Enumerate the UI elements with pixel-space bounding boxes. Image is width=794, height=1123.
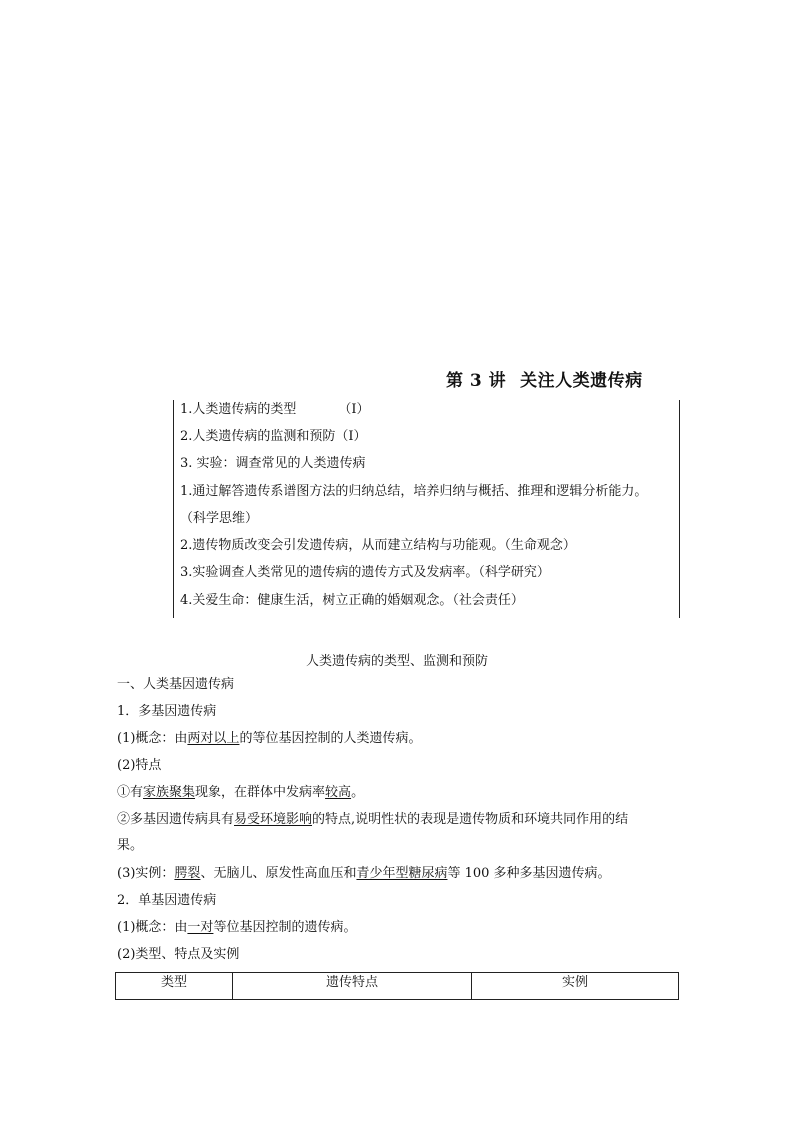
polygenic-examples: (3)实例：腭裂、无脑儿、原发性高血压和青少年型糖尿病等 100 多种多基因遗传病。	[117, 866, 611, 881]
table-header-row	[116, 973, 679, 1000]
polygenic-feature-1: ①有家族聚集现象，在群体中发病率较高。	[117, 785, 365, 800]
literacy-2: 2.遗传物质改变会引发遗传病，从而建立结构与功能观。（生命观念）	[180, 538, 576, 553]
polygenic-feature-2: ②多基因遗传病具有易受环境影响的特点,说明性状的表现是遗传物质和环境共同作用的结	[117, 812, 629, 827]
lecture-topic: 关注人类遗传病	[520, 371, 643, 391]
requirement-1: 1.人类遗传病的类型 （Ⅰ）	[180, 402, 370, 417]
polygenic-feature-2-cont: 果。	[117, 838, 144, 853]
page-title	[446, 366, 643, 391]
literacy-1-tag: （科学思维）	[180, 511, 259, 526]
polygenic-features-heading: (2)特点	[117, 758, 162, 773]
header-features: 遗传特点	[233, 973, 472, 1000]
objectives-box	[173, 400, 680, 618]
requirement-3: 3. 实验：调查常见的人类遗传病	[180, 456, 366, 471]
section-title: 人类遗传病的类型、监测和预防	[305, 654, 488, 669]
literacy-3: 3.实验调查人类常见的遗传病的遗传方式及发病率。（科学研究）	[180, 565, 550, 580]
polygenic-concept: (1)概念：由两对以上的等位基因控制的人类遗传病。	[117, 731, 422, 746]
requirement-2: 2.人类遗传病的监测和预防（Ⅰ）	[180, 429, 367, 444]
header-examples: 实例	[472, 973, 679, 1000]
heading-gene-disease: 一、人类基因遗传病	[117, 677, 235, 692]
lecture-number: 第 3 讲	[446, 371, 507, 391]
monogenic-concept: (1)概念：由一对等位基因控制的遗传病。	[117, 920, 357, 935]
monogenic-types-heading: (2)类型、特点及实例	[117, 947, 240, 962]
disease-type-table	[115, 972, 679, 1000]
heading-monogenic: 2．单基因遗传病	[117, 893, 217, 908]
header-type: 类型	[116, 973, 233, 1000]
heading-polygenic: 1．多基因遗传病	[117, 704, 217, 719]
literacy-4: 4.关爱生命：健康生活，树立正确的婚姻观念。（社会责任）	[180, 593, 524, 608]
literacy-1: 1.通过解答遗传系谱图方法的归纳总结，培养归纳与概括、推理和逻辑分析能力。	[180, 484, 648, 499]
